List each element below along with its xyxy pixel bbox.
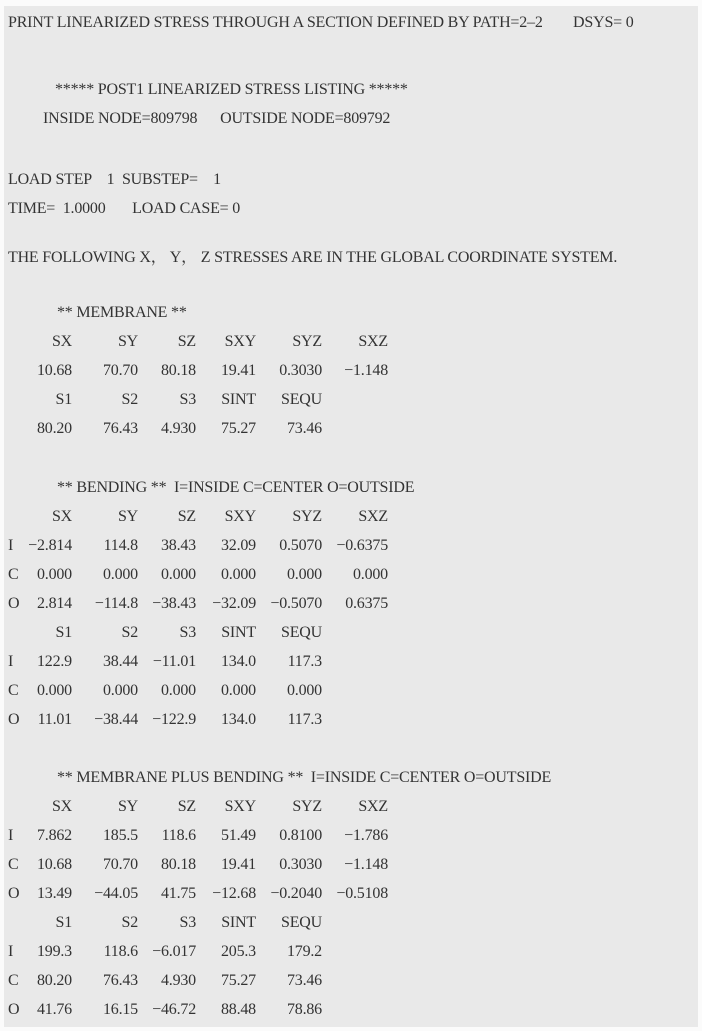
principal-header-row <box>8 385 698 414</box>
stress-value: 2.814 <box>36 595 72 612</box>
stress-value: 0.000 <box>286 682 322 699</box>
stress-value: −2.814 <box>28 537 72 554</box>
column-header: S1 <box>55 624 72 641</box>
stress-value: −0.5108 <box>336 885 388 902</box>
row-label <box>8 414 22 443</box>
component-data-row <box>8 531 698 560</box>
row-label <box>8 618 22 647</box>
principal-data-row <box>8 647 698 676</box>
stress-value: 41.76 <box>36 1001 72 1018</box>
stress-value: 0.000 <box>160 566 196 583</box>
stress-value: 32.09 <box>220 537 256 554</box>
stress-value: 80.20 <box>36 972 72 989</box>
row-label: C <box>8 972 19 989</box>
stress-value: 10.68 <box>36 856 72 873</box>
column-header: SEQU <box>281 624 322 641</box>
row-label: C <box>8 566 19 583</box>
column-header: SXY <box>224 798 256 815</box>
principal-header-row <box>8 618 698 647</box>
stress-value: −6.017 <box>152 943 196 960</box>
stress-value: 0.000 <box>102 566 138 583</box>
stress-value: 122.9 <box>36 653 72 670</box>
stress-value: 88.48 <box>220 1001 256 1018</box>
stress-value: 4.930 <box>160 420 196 437</box>
stress-value: −46.72 <box>152 1001 196 1018</box>
stress-value: 0.000 <box>160 682 196 699</box>
component-data-row <box>8 560 698 589</box>
column-header: SXZ <box>358 508 388 525</box>
stress-value: −0.2040 <box>270 885 322 902</box>
column-header: S1 <box>55 914 72 931</box>
column-header: SZ <box>177 333 196 350</box>
column-header: S3 <box>179 914 196 931</box>
stress-value: 134.0 <box>220 711 256 728</box>
stress-value: −1.148 <box>344 856 388 873</box>
stress-value: −122.9 <box>152 711 196 728</box>
column-header: SINT <box>221 624 256 641</box>
stress-value: 51.49 <box>220 827 256 844</box>
stress-value: −1.148 <box>344 362 388 379</box>
stress-value: 78.86 <box>286 1001 322 1018</box>
stress-value: 205.3 <box>220 943 256 960</box>
stress-value: 117.3 <box>287 653 322 670</box>
column-header: SZ <box>177 508 196 525</box>
stress-value: 118.6 <box>161 827 196 844</box>
component-data-row <box>8 850 698 879</box>
principal-data-row <box>8 676 698 705</box>
column-header: SXY <box>224 508 256 525</box>
column-header: SXY <box>224 333 256 350</box>
bending-section <box>8 473 698 734</box>
column-header: SXZ <box>358 333 388 350</box>
stress-value: 80.18 <box>160 856 196 873</box>
stress-value: 41.75 <box>160 885 196 902</box>
stress-value: 11.01 <box>37 711 72 728</box>
principal-data-row <box>8 414 698 443</box>
stress-value: 118.6 <box>103 943 138 960</box>
stress-value: 0.5070 <box>279 537 322 554</box>
component-header-row <box>8 502 698 531</box>
stress-value: 80.18 <box>160 362 196 379</box>
column-header: SINT <box>221 391 256 408</box>
component-header-row <box>8 327 698 356</box>
column-header: SZ <box>177 798 196 815</box>
column-header: SINT <box>221 914 256 931</box>
component-data-row <box>8 821 698 850</box>
stress-value: 75.27 <box>220 972 256 989</box>
stress-value: 70.70 <box>102 362 138 379</box>
row-label: I <box>8 537 14 554</box>
row-label: O <box>8 595 20 612</box>
stress-value: 19.41 <box>220 856 256 873</box>
stress-value: 76.43 <box>102 420 138 437</box>
membrane-plus-bending-stress-table <box>8 792 698 1024</box>
stress-value: 117.3 <box>287 711 322 728</box>
column-header: SYZ <box>292 333 322 350</box>
row-label <box>8 327 22 356</box>
stress-value: 38.44 <box>102 653 138 670</box>
row-label: O <box>8 1001 20 1018</box>
row-label: I <box>8 827 14 844</box>
stress-value: 0.3030 <box>279 856 322 873</box>
row-label <box>8 908 22 937</box>
stress-value: −114.8 <box>94 595 138 612</box>
stress-value: 76.43 <box>102 972 138 989</box>
stress-value: 0.6375 <box>345 595 388 612</box>
stress-value: 0.000 <box>102 682 138 699</box>
stress-value: 0.000 <box>286 566 322 583</box>
column-header: SX <box>51 798 72 815</box>
column-header: SYZ <box>292 798 322 815</box>
column-header: SY <box>117 508 138 525</box>
row-label <box>8 356 22 385</box>
stress-value: −0.6375 <box>336 537 388 554</box>
stress-value: 10.68 <box>36 362 72 379</box>
stress-value: 0.3030 <box>279 362 322 379</box>
stress-value: −12.68 <box>212 885 256 902</box>
component-data-row <box>8 589 698 618</box>
column-header: S2 <box>121 391 138 408</box>
row-label: C <box>8 856 19 873</box>
column-header: S2 <box>121 914 138 931</box>
load-step-line: LOAD STEP 1 SUBSTEP= 1 <box>8 171 221 188</box>
row-label <box>8 385 22 414</box>
stress-value: −44.05 <box>94 885 138 902</box>
stress-value: 13.49 <box>36 885 72 902</box>
stress-value: 7.862 <box>36 827 72 844</box>
stress-value: 0.000 <box>220 566 256 583</box>
post1-listing-banner: ***** POST1 LINEARIZED STRESS LISTING ***** <box>55 81 408 98</box>
stress-value: 4.930 <box>160 972 196 989</box>
stress-value: 185.5 <box>102 827 138 844</box>
stress-value: 0.8100 <box>279 827 322 844</box>
stress-value: 73.46 <box>286 972 322 989</box>
stress-value: 38.43 <box>160 537 196 554</box>
stress-value: −32.09 <box>212 595 256 612</box>
coordinate-system-line: THE FOLLOWING X， Y， Z STRESSES ARE IN THE GLOBAL COORDINATE SYSTEM. <box>8 249 618 266</box>
row-label: O <box>8 885 20 902</box>
membrane-section <box>8 298 698 443</box>
component-data-row <box>8 356 698 385</box>
stress-value: 199.3 <box>36 943 72 960</box>
stress-value: 16.15 <box>102 1001 138 1018</box>
column-header: SX <box>51 508 72 525</box>
column-header: S1 <box>55 391 72 408</box>
column-header: SY <box>117 333 138 350</box>
stress-value: 0.000 <box>352 566 388 583</box>
column-header: SY <box>117 798 138 815</box>
stress-value: 0.000 <box>36 682 72 699</box>
row-label: C <box>8 682 19 699</box>
inside-outside-node-line: INSIDE NODE=809798 OUTSIDE NODE=809792 <box>43 110 391 127</box>
bending-section-title: ** BENDING ** I=INSIDE C=CENTER O=OUTSIDE <box>57 479 415 496</box>
column-header: SYZ <box>292 508 322 525</box>
stress-value: 0.000 <box>36 566 72 583</box>
stress-value: 0.000 <box>220 682 256 699</box>
stress-value: 80.20 <box>36 420 72 437</box>
column-header: S3 <box>179 624 196 641</box>
column-header: S3 <box>179 391 196 408</box>
membrane-plus-bending-section <box>8 763 698 1024</box>
stress-value: −38.44 <box>94 711 138 728</box>
principal-data-row <box>8 705 698 734</box>
principal-data-row <box>8 966 698 995</box>
row-label: I <box>8 943 14 960</box>
component-header-row <box>8 792 698 821</box>
row-label <box>8 502 22 531</box>
column-header: SXZ <box>358 798 388 815</box>
row-label <box>8 792 22 821</box>
stress-value: 19.41 <box>220 362 256 379</box>
row-label: O <box>8 711 20 728</box>
membrane-section-title: ** MEMBRANE ** <box>57 304 187 321</box>
stress-value: 114.8 <box>103 537 138 554</box>
stress-value: 75.27 <box>220 420 256 437</box>
stress-value: 70.70 <box>102 856 138 873</box>
print-command-line: PRINT LINEARIZED STRESS THROUGH A SECTION DEFINED BY PATH=2–2 DSYS= 0 <box>8 14 634 31</box>
stress-value: −0.5070 <box>270 595 322 612</box>
row-label: I <box>8 653 14 670</box>
column-header: SEQU <box>281 391 322 408</box>
membrane-stress-table <box>8 327 698 443</box>
stress-value: 179.2 <box>286 943 322 960</box>
principal-header-row <box>8 908 698 937</box>
time-load-case-line: TIME= 1.0000 LOAD CASE= 0 <box>8 200 241 217</box>
principal-data-row <box>8 995 698 1024</box>
column-header: SX <box>51 333 72 350</box>
stress-value: −38.43 <box>152 595 196 612</box>
stress-value: 73.46 <box>286 420 322 437</box>
bending-stress-table <box>8 502 698 734</box>
principal-data-row <box>8 937 698 966</box>
column-header: SEQU <box>281 914 322 931</box>
component-data-row <box>8 879 698 908</box>
stress-value: −11.01 <box>152 653 196 670</box>
column-header: S2 <box>121 624 138 641</box>
membrane-plus-bending-section-title: ** MEMBRANE PLUS BENDING ** I=INSIDE C=CENTER O=OUTSIDE <box>57 769 552 786</box>
stress-value: −1.786 <box>344 827 388 844</box>
stress-value: 134.0 <box>220 653 256 670</box>
